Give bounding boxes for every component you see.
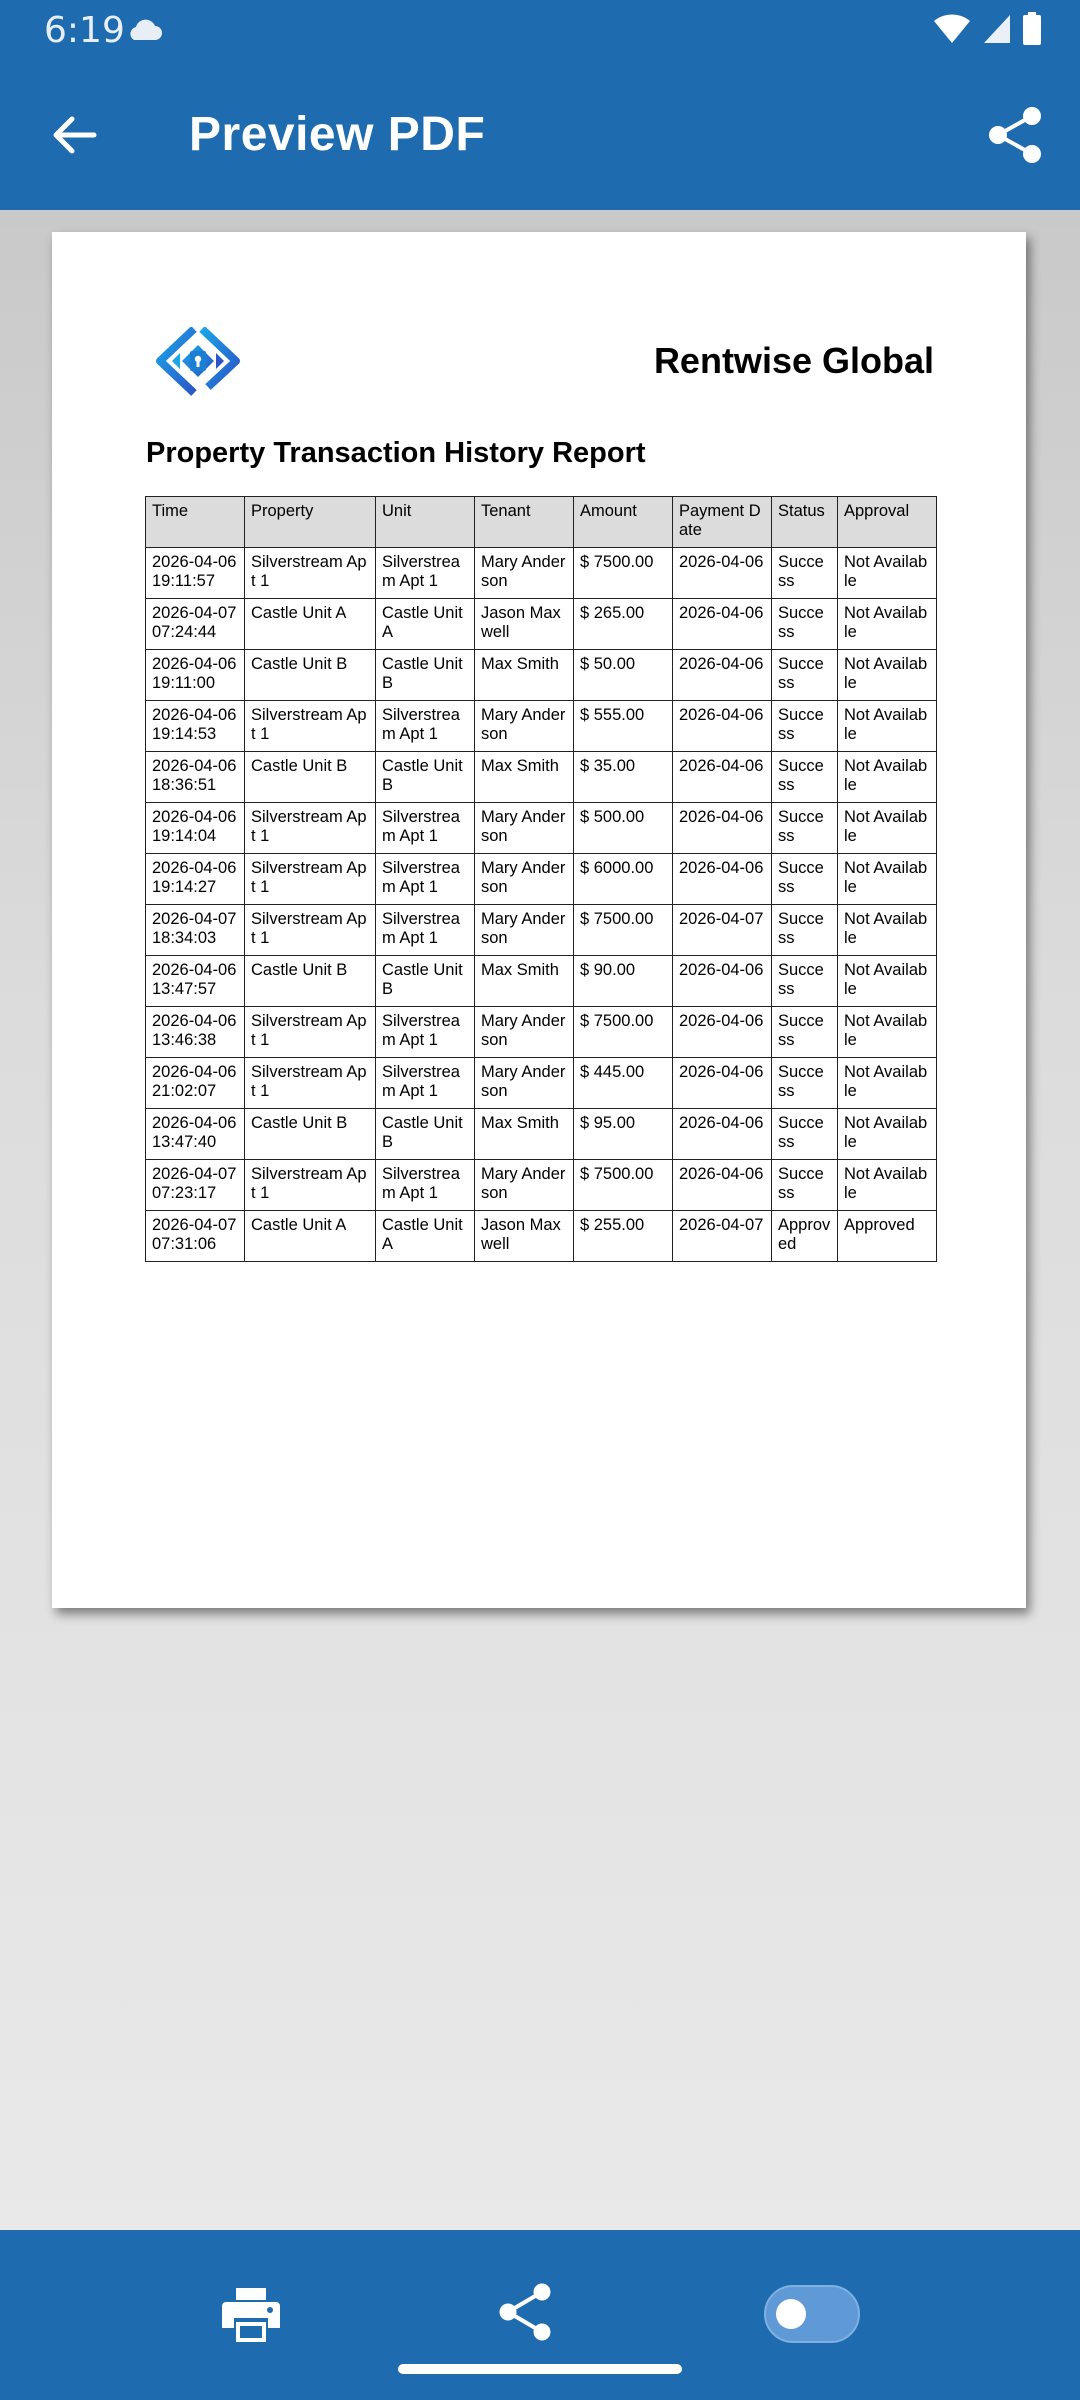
cell-status: Approved — [772, 1211, 838, 1262]
table-row — [146, 599, 937, 650]
cell-payment-date: 2026-04-06 — [673, 548, 772, 599]
cell-approval: Not Available — [838, 1007, 937, 1058]
back-arrow-icon[interactable] — [46, 107, 102, 163]
cell-approval: Not Available — [838, 854, 937, 905]
cell-tenant: Mary Anderson — [475, 1160, 574, 1211]
cell-property: Castle Unit B — [245, 1109, 376, 1160]
cell-status: Success — [772, 854, 838, 905]
print-icon[interactable] — [222, 2288, 280, 2342]
cell-amount: $ 7500.00 — [574, 1160, 673, 1211]
column-header-tenant: Tenant — [475, 497, 574, 548]
table-row — [146, 854, 937, 905]
cell-amount: $ 7500.00 — [574, 1007, 673, 1058]
cell-property: Castle Unit A — [245, 1211, 376, 1262]
cell-approval: Not Available — [838, 548, 937, 599]
cell-time: 2026-04-07 07:31:06 — [146, 1211, 245, 1262]
report-title: Property Transaction History Report — [146, 437, 646, 469]
cell-status: Success — [772, 956, 838, 1007]
table-row — [146, 956, 937, 1007]
cell-time: 2026-04-06 21:02:07 — [146, 1058, 245, 1109]
column-header-payment-date: Payment Date — [673, 497, 772, 548]
cell-status: Success — [772, 650, 838, 701]
cell-unit: Silverstream Apt 1 — [376, 1058, 475, 1109]
cell-amount: $ 90.00 — [574, 956, 673, 1007]
cell-signal-icon — [982, 13, 1012, 45]
cell-payment-date: 2026-04-06 — [673, 1160, 772, 1211]
cell-approval: Not Available — [838, 1109, 937, 1160]
cell-unit: Castle Unit A — [376, 1211, 475, 1262]
cell-property: Silverstream Apt 1 — [245, 1160, 376, 1211]
cell-property: Silverstream Apt 1 — [245, 905, 376, 956]
cell-tenant: Mary Anderson — [475, 548, 574, 599]
cell-amount: $ 7500.00 — [574, 905, 673, 956]
cell-time: 2026-04-06 19:14:27 — [146, 854, 245, 905]
cell-status: Success — [772, 1007, 838, 1058]
cell-tenant: Mary Anderson — [475, 905, 574, 956]
table-row — [146, 548, 937, 599]
cell-tenant: Mary Anderson — [475, 701, 574, 752]
transactions-table — [145, 496, 937, 1262]
table-row — [146, 701, 937, 752]
cell-unit: Castle Unit B — [376, 1109, 475, 1160]
cell-tenant: Jason Maxwell — [475, 599, 574, 650]
table-row — [146, 650, 937, 701]
cell-payment-date: 2026-04-07 — [673, 1211, 772, 1262]
cell-payment-date: 2026-04-06 — [673, 650, 772, 701]
cell-payment-date: 2026-04-06 — [673, 803, 772, 854]
bottom-toolbar — [0, 2230, 1080, 2400]
cell-unit: Castle Unit B — [376, 956, 475, 1007]
cell-status: Success — [772, 1058, 838, 1109]
table-row — [146, 752, 937, 803]
cell-approval: Not Available — [838, 905, 937, 956]
column-header-property: Property — [245, 497, 376, 548]
table-row — [146, 1160, 937, 1211]
cell-payment-date: 2026-04-06 — [673, 854, 772, 905]
cell-unit: Castle Unit A — [376, 599, 475, 650]
cell-tenant: Max Smith — [475, 1109, 574, 1160]
cell-status: Success — [772, 1160, 838, 1211]
column-header-amount: Amount — [574, 497, 673, 548]
cell-approval: Not Available — [838, 1160, 937, 1211]
cell-unit: Silverstream Apt 1 — [376, 905, 475, 956]
cell-tenant: Mary Anderson — [475, 1058, 574, 1109]
cell-unit: Silverstream Apt 1 — [376, 701, 475, 752]
company-logo-icon — [152, 327, 244, 397]
cell-payment-date: 2026-04-06 — [673, 1109, 772, 1160]
cell-payment-date: 2026-04-06 — [673, 1058, 772, 1109]
cell-amount: $ 255.00 — [574, 1211, 673, 1262]
column-header-unit: Unit — [376, 497, 475, 548]
cell-time: 2026-04-07 07:24:44 — [146, 599, 245, 650]
page-title: Preview PDF — [189, 108, 486, 161]
cell-property: Castle Unit B — [245, 956, 376, 1007]
cell-approval: Not Available — [838, 701, 937, 752]
cell-payment-date: 2026-04-06 — [673, 1007, 772, 1058]
cell-tenant: Max Smith — [475, 752, 574, 803]
column-header-status: Status — [772, 497, 838, 548]
table-row — [146, 1109, 937, 1160]
cell-approval: Not Available — [838, 752, 937, 803]
cell-tenant: Max Smith — [475, 956, 574, 1007]
cell-time: 2026-04-07 18:34:03 — [146, 905, 245, 956]
toggle-knob — [776, 2299, 806, 2329]
cell-property: Silverstream Apt 1 — [245, 1058, 376, 1109]
status-bar — [0, 0, 1080, 62]
cell-amount: $ 95.00 — [574, 1109, 673, 1160]
cell-property: Castle Unit B — [245, 650, 376, 701]
wifi-icon — [932, 13, 972, 45]
cell-approval: Not Available — [838, 650, 937, 701]
cell-amount: $ 35.00 — [574, 752, 673, 803]
table-row — [146, 1211, 937, 1262]
cell-approval: Not Available — [838, 599, 937, 650]
cell-amount: $ 265.00 — [574, 599, 673, 650]
cell-property: Castle Unit B — [245, 752, 376, 803]
cell-property: Silverstream Apt 1 — [245, 854, 376, 905]
cell-status: Success — [772, 599, 838, 650]
status-icons — [932, 12, 1042, 46]
status-time: 6:19 — [44, 10, 125, 51]
cell-status: Success — [772, 701, 838, 752]
cell-status: Success — [772, 548, 838, 599]
cell-tenant: Max Smith — [475, 650, 574, 701]
table-row — [146, 905, 937, 956]
cell-time: 2026-04-06 13:46:38 — [146, 1007, 245, 1058]
column-header-time: Time — [146, 497, 245, 548]
share-icon[interactable] — [496, 2282, 554, 2342]
pdf-page — [52, 232, 1026, 1608]
cell-tenant: Mary Anderson — [475, 1007, 574, 1058]
cell-time: 2026-04-07 07:23:17 — [146, 1160, 245, 1211]
cell-status: Success — [772, 1109, 838, 1160]
cell-tenant: Mary Anderson — [475, 803, 574, 854]
home-indicator[interactable] — [398, 2364, 682, 2374]
table-row — [146, 1007, 937, 1058]
share-icon[interactable] — [984, 104, 1046, 166]
cell-unit: Castle Unit B — [376, 752, 475, 803]
cell-tenant: Jason Maxwell — [475, 1211, 574, 1262]
cell-property: Silverstream Apt 1 — [245, 1007, 376, 1058]
cell-amount: $ 500.00 — [574, 803, 673, 854]
cell-property: Silverstream Apt 1 — [245, 803, 376, 854]
cell-approval: Not Available — [838, 956, 937, 1007]
cell-payment-date: 2026-04-06 — [673, 956, 772, 1007]
cell-approval: Not Available — [838, 1058, 937, 1109]
cloud-icon — [126, 19, 162, 41]
cell-time: 2026-04-06 13:47:57 — [146, 956, 245, 1007]
cell-payment-date: 2026-04-06 — [673, 752, 772, 803]
cell-payment-date: 2026-04-07 — [673, 905, 772, 956]
cell-amount: $ 6000.00 — [574, 854, 673, 905]
table-row — [146, 1058, 937, 1109]
cell-time: 2026-04-06 19:11:57 — [146, 548, 245, 599]
toggle-switch[interactable] — [764, 2285, 860, 2343]
cell-time: 2026-04-06 19:11:00 — [146, 650, 245, 701]
cell-approval: Not Available — [838, 803, 937, 854]
cell-time: 2026-04-06 18:36:51 — [146, 752, 245, 803]
cell-time: 2026-04-06 13:47:40 — [146, 1109, 245, 1160]
cell-time: 2026-04-06 19:14:53 — [146, 701, 245, 752]
cell-amount: $ 445.00 — [574, 1058, 673, 1109]
column-header-approval: Approval — [838, 497, 937, 548]
battery-icon — [1022, 12, 1042, 46]
cell-property: Silverstream Apt 1 — [245, 548, 376, 599]
cell-unit: Silverstream Apt 1 — [376, 548, 475, 599]
cell-status: Success — [772, 752, 838, 803]
cell-property: Castle Unit A — [245, 599, 376, 650]
cell-unit: Silverstream Apt 1 — [376, 854, 475, 905]
cell-tenant: Mary Anderson — [475, 854, 574, 905]
cell-amount: $ 50.00 — [574, 650, 673, 701]
cell-status: Success — [772, 803, 838, 854]
cell-unit: Castle Unit B — [376, 650, 475, 701]
cell-payment-date: 2026-04-06 — [673, 701, 772, 752]
cell-property: Silverstream Apt 1 — [245, 701, 376, 752]
company-name: Rentwise Global — [653, 340, 934, 381]
cell-approval: Approved — [838, 1211, 937, 1262]
cell-unit: Silverstream Apt 1 — [376, 1007, 475, 1058]
app-bar — [0, 62, 1080, 210]
cell-unit: Silverstream Apt 1 — [376, 803, 475, 854]
table-header-row — [146, 497, 937, 548]
cell-amount: $ 7500.00 — [574, 548, 673, 599]
table-row — [146, 803, 937, 854]
cell-time: 2026-04-06 19:14:04 — [146, 803, 245, 854]
cell-unit: Silverstream Apt 1 — [376, 1160, 475, 1211]
cell-payment-date: 2026-04-06 — [673, 599, 772, 650]
cell-amount: $ 555.00 — [574, 701, 673, 752]
cell-status: Success — [772, 905, 838, 956]
